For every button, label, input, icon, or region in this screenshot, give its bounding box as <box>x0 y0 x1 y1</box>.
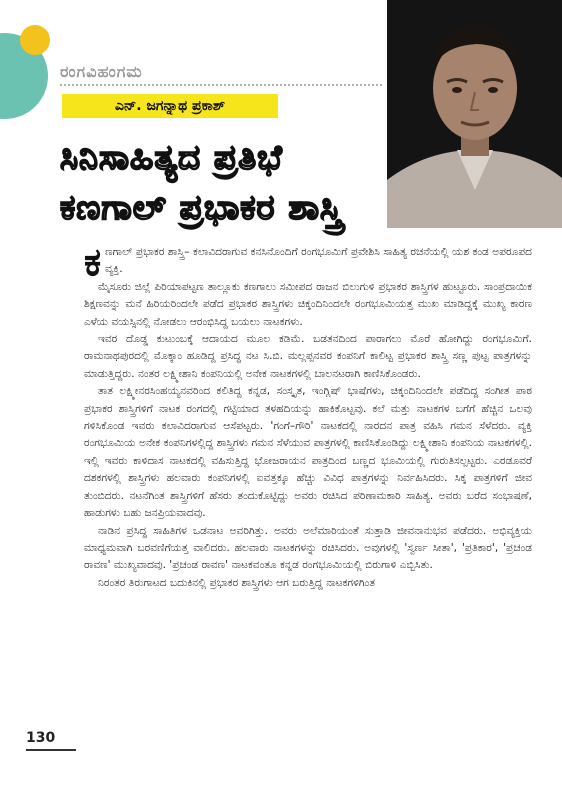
paragraph-1-text: ಣಗಾಲ್ ಪ್ರಭಾಕರ ಶಾಸ್ತ್ರಿ– ಕಲಾವಿದರಾಗುವ ಕನಸಿನೊಂದಿಗೆ ರಂಗಭೂಮಿಗೆ ಪ್ರವೇಶಿಸಿ ಸಾಹಿತ್ಯ ರಚನೆಯಲ್ಲಿ ಯಶ ಕಂಡ ಅಪರೂಪದ ವ್ಯಕ್ತಿ. <box>105 246 532 276</box>
page-number: 130 <box>26 730 56 746</box>
article-title-line-2: ಕಣಗಾಲ್ ಪ್ರಭಾಕರ ಶಾಸ್ತ್ರಿ <box>60 188 343 228</box>
drop-cap: ಕ <box>84 240 102 284</box>
section-label: ರಂಗವಿಹಂಗಮ <box>60 62 143 81</box>
portrait-illustration <box>387 0 562 228</box>
decorative-yellow-circle <box>20 25 50 55</box>
article-body <box>84 240 532 592</box>
portrait-photo <box>387 0 562 228</box>
paragraph-2: ಮೈಸೂರು ಜಿಲ್ಲೆ ಪಿರಿಯಾಪಟ್ಟಣ ತಾಲ್ಲೂಕು ಕಣಗಾಲು ಸಮೀಪದ ರಾಜನ ಬಿಲುಗುಳಿ ಪ್ರಭಾಕರ ಶಾಸ್ತ್ರಿಗಳ ಹುಟ್ಟೂರು. ಸಾಂಪ್ರದಾಯಿಕ ಶಿಕ್ಷಣವನ್ನು ಮನೆ ಹಿರಿಯರಿಂದಲೇ ಪಡೆದ ಪ್ರಭಾಕರ ಶಾಸ್ತ್ರಿಗಳು ಚಿಕ್ಕಂದಿನಿಂದಲೇ ರಂಗಭೂಮಿಯತ್ತ ಮುಖ ಮಾಡಿದ್ದಕ್ಕೆ ಮುಖ್ಯ ಕಾರಣ ಎಳೆಯ ವಯಸ್ಸಿನಲ್ಲಿ ನೋಡಲು ಆರಂಭಿಸಿದ್ದ ಬಯಲು ನಾಟಕಗಳು. <box>84 280 532 328</box>
paragraph-5: ನಾಡಿನ ಪ್ರಸಿದ್ಧ ಸಾಹಿತಿಗಳ ಒಡನಾಟ ಅವರಿಗಿತ್ತು. ಅವರು ಅಲೆಮಾರಿಯಂತೆ ಸುತ್ತಾಡಿ ಜೀವನಾನುಭವ ಪಡೆದರು. ಅಭಿವ್ಯಕ್ತಿಯ ಮಾಧ್ಯಮವಾಗಿ ಬರವಣಿಗೆಯತ್ತ ವಾಲಿದರು. ಹಲವಾರು ನಾಟಕಗಳನ್ನು ರಚಿಸಿದರು. ಅವುಗಳಲ್ಲಿ 'ಸ್ವರ್ಣ ಸೀತಾ', 'ಪ್ರತಿಕಾರ', 'ಪ್ರಚಂಡ ರಾವಣ' ಮುಖ್ಯವಾದವು. 'ಪ್ರಚಂಡ ರಾವಣ' ನಾಟಕವಂತೂ ಕನ್ನಡ ರಂಗಭೂಮಿಯಲ್ಲಿ ಬಿರುಗಾಳಿ ಎಬ್ಬಿಸಿತು. <box>84 524 532 572</box>
page-number-underline <box>26 749 76 751</box>
author-byline: ಎನ್. ಜಗನ್ನಾಥ ಪ್ರಕಾಶ್ <box>62 94 278 118</box>
paragraph-1 <box>84 240 532 284</box>
paragraph-3: ಇವರ ದೊಡ್ಡ ಕುಟುಂಬಕ್ಕೆ ಆದಾಯದ ಮೂಲ ಕಡಿಮೆ. ಬಡತನದಿಂದ ಪಾರಾಗಲು ಮೊರೆ ಹೋಗಿದ್ದು ರಂಗಭೂಮಿಗೆ. ರಾಮನಾಥಪುರದಲ್ಲಿ ಮೊಕ್ಕಾಂ ಹೂಡಿದ್ದ ಪ್ರಸಿದ್ಧ ನಟ ಸಿ.ಬಿ. ಮಲ್ಲಪ್ಪನವರ ಕಂಪನಿಗೆ ಕಾಲಿಟ್ಟ ಪ್ರಭಾಕರ ಶಾಸ್ತ್ರಿ ಸಣ್ಣ ಪುಟ್ಟ ಪಾತ್ರಗಳನ್ನು ಮಾಡುತ್ತಿದ್ದರು. ನಂತರ ಲಕ್ಷ್ಮೀಶಾನಿ ಕಂಪನಿಯಲ್ಲಿ ಅನೇಕ ನಾಟಕಗಳಲ್ಲಿ ಬಾಲನಟರಾಗಿ ಕಾಣಿಸಿಕೊಂಡರು. <box>84 333 532 380</box>
paragraph-4: ತಾತ ಲಕ್ಷ್ಮೀನರಸಿಂಹಯ್ಯನವರಿಂದ ಕಲಿತಿದ್ದ ಕನ್ನಡ, ಸಂಸ್ಕೃತ, ಇಂಗ್ಲಿಷ್ ಭಾಷೆಗಳು, ಚಿಕ್ಕಂದಿನಿಂದಲೇ ಪಡೆದಿದ್ದ ಸಂಗೀತ ಪಾಠ ಪ್ರಭಾಕರ ಶಾಸ್ತ್ರಿಗಳಿಗೆ ನಾಟಕ ರಂಗದಲ್ಲಿ ಗಟ್ಟಿಯಾದ ತಳಹದಿಯನ್ನು ಹಾಕಿಕೊಟ್ಟವು. ಕಲೆ ಮತ್ತು ನಾಟಕಗಳ ಬಗೆಗೆ ಹೆಚ್ಚಿನ ಒಲವು ಗಳಿಸಿಕೊಂಡ ಇವರು ಕಲಾವಿದರಾಗುವ ಆಸೆಪಟ್ಟರು. 'ಗಂಗೆ–ಗೌರಿ' ನಾಟಕದಲ್ಲಿ ನಾರದನ ಪಾತ್ರ ವಹಿಸಿ ಗಮನ ಸೆಳೆದರು. ವ್ಯಕ್ತಿ ರಂಗಭೂಮಿಯ ಅನೇಕ ಕಂಪನಿಗಳಲ್ಲಿದ್ದ ಶಾಸ್ತ್ರಿಗಳು ಗಮನ ಸೆಳೆಯುವ ಪಾತ್ರಗಳಲ್ಲಿ ಕಾಣಿಸಿಕೊಂಡಿದ್ದು ಲಕ್ಷ್ಮೀಶಾನಿ ಕಂಪನಿಯ ನಾಟಕಗಳಲ್ಲಿ. ಇಲ್ಲಿ ಇವರು ಕಾಳಿದಾಸ ನಾಟಕದಲ್ಲಿ ವಹಿಸುತ್ತಿದ್ದ ಭೋಜರಾಯನ ಪಾತ್ರದಿಂದ ಬಣ್ಣದ ಭೂಮಿಯಲ್ಲಿ ಗುರುತಿಸಲ್ಪಟ್ಟರು. ಎರಡೂವರೆ ದಶಕಗಳಲ್ಲಿ ಶಾಸ್ತ್ರಿಗಳು ಹಲವಾರು ಕಂಪನಿಗಳಲ್ಲಿ ಐವತ್ತಕ್ಕೂ ಹೆಚ್ಚು ವಿವಿಧ ಪಾತ್ರಗಳನ್ನು ನಿರ್ವಹಿಸಿದರು. ಸಿಕ್ಕ ಪಾತ್ರಗಳಿಗೆ ಜೀವ ತುಂಬಿದರು. ನಟನೆಗಿಂತ ಶಾಸ್ತ್ರಿಗಳಿಗೆ ಹೆಸರು ತಂದುಕೊಟ್ಟಿದ್ದು ಅವರು ರಚಿಸಿದ ಪರಿಣಾಮಕಾರಿ ಸಾಹಿತ್ಯ. ಅವರು ಬರೆದ ಸಂಭಾಷಣೆ, ಹಾಡುಗಳು ಬಹು ಜನಪ್ರಿಯವಾದವು. <box>84 385 532 520</box>
article-title-line-1: ಸಿನಿಸಾಹಿತ್ಯದ ಪ್ರತಿಭೆ <box>60 138 283 178</box>
paragraph-6: ನಿರಂತರ ತಿರುಗಾಟದ ಬದುಕಿನಲ್ಲಿ ಪ್ರಭಾಕರ ಶಾಸ್ತ್ರಿಗಳು ಆಗ ಬರುತ್ತಿದ್ದ ನಾಟಕಗಳಿಗಿಂತ <box>98 576 375 589</box>
header-divider <box>60 84 382 86</box>
